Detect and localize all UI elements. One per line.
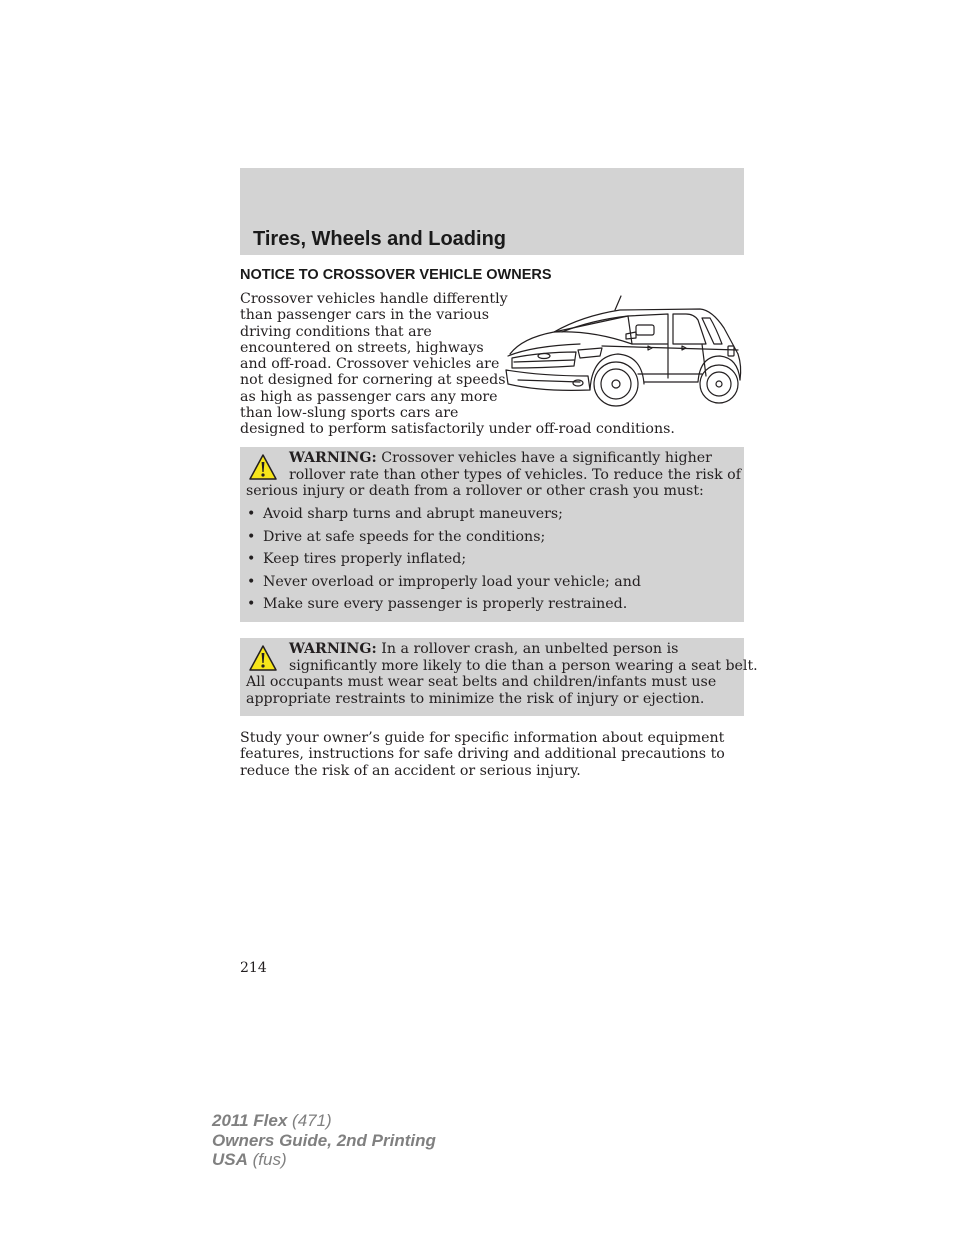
- notice-line: and off-road. Crossover vehicles are: [240, 356, 500, 373]
- list-item: • Keep tires properly inflated;: [246, 551, 641, 574]
- notice-line: not designed for cornering at speeds: [240, 372, 506, 389]
- notice-line: than passenger cars in the various: [240, 307, 490, 324]
- notice-heading: NOTICE TO CROSSOVER VEHICLE OWNERS: [240, 267, 552, 283]
- notice-line: designed to perform satisfactorily under off-road conditions.: [240, 421, 675, 438]
- footer-region: USA: [212, 1150, 248, 1169]
- outro-line: Study your owner’s guide for specific information about equipment: [240, 730, 725, 746]
- outro-line: reduce the risk of an accident or serious injury.: [240, 762, 581, 779]
- notice-line: Crossover vehicles handle differently: [240, 291, 508, 307]
- warning-line: All occupants must wear seat belts and children/infants must use: [246, 674, 717, 690]
- warning-label: WARNING:: [289, 641, 377, 657]
- list-item: • Drive at safe speeds for the conditions;: [246, 529, 641, 552]
- list-item: • Avoid sharp turns and abrupt maneuvers;: [246, 506, 641, 529]
- footer-model: 2011 Flex: [212, 1111, 288, 1130]
- warning-first-line: WARNING: Crossover vehicles have a significantly higher: [289, 450, 712, 466]
- warning-box: [240, 447, 744, 622]
- warning-bullet-list: [246, 506, 641, 619]
- outro-paragraph: [240, 730, 725, 779]
- warning-line: significantly more likely to die than a person wearing a seat belt.: [289, 657, 758, 674]
- outro-line: features, instructions for safe driving and additional precautions to: [240, 746, 725, 763]
- footer-guide: Owners Guide, 2nd Printing: [212, 1130, 436, 1150]
- warning-first-line: WARNING: In a rollover crash, an unbelted person is: [289, 641, 679, 657]
- notice-line: as high as passenger cars any more: [240, 388, 498, 405]
- section-header-band: [240, 168, 744, 255]
- section-title: Tires, Wheels and Loading: [253, 228, 507, 250]
- warning-box: [240, 638, 758, 716]
- list-item: • Make sure every passenger is properly restrained.: [246, 596, 641, 619]
- footer-region-code: (fus): [252, 1150, 287, 1169]
- footer-model-code: (471): [292, 1111, 332, 1130]
- notice-line: than low-slung sports cars are: [240, 405, 459, 422]
- crossover-vehicle-illustration: [502, 294, 744, 410]
- notice-line: encountered on streets, highways: [240, 339, 484, 356]
- warning-line: serious injury or death from a rollover or other crash you must:: [246, 483, 704, 499]
- page-number: 214: [240, 960, 267, 976]
- footer-imprint: [212, 1111, 436, 1170]
- warning-line: rollover rate than other types of vehicles. To reduce the risk of: [289, 466, 741, 483]
- list-item: • Never overload or improperly load your vehicle; and: [246, 574, 641, 597]
- warning-line: appropriate restraints to minimize the risk of injury or ejection.: [246, 690, 705, 707]
- warning-label: WARNING:: [289, 450, 377, 466]
- notice-line: driving conditions that are: [240, 323, 432, 340]
